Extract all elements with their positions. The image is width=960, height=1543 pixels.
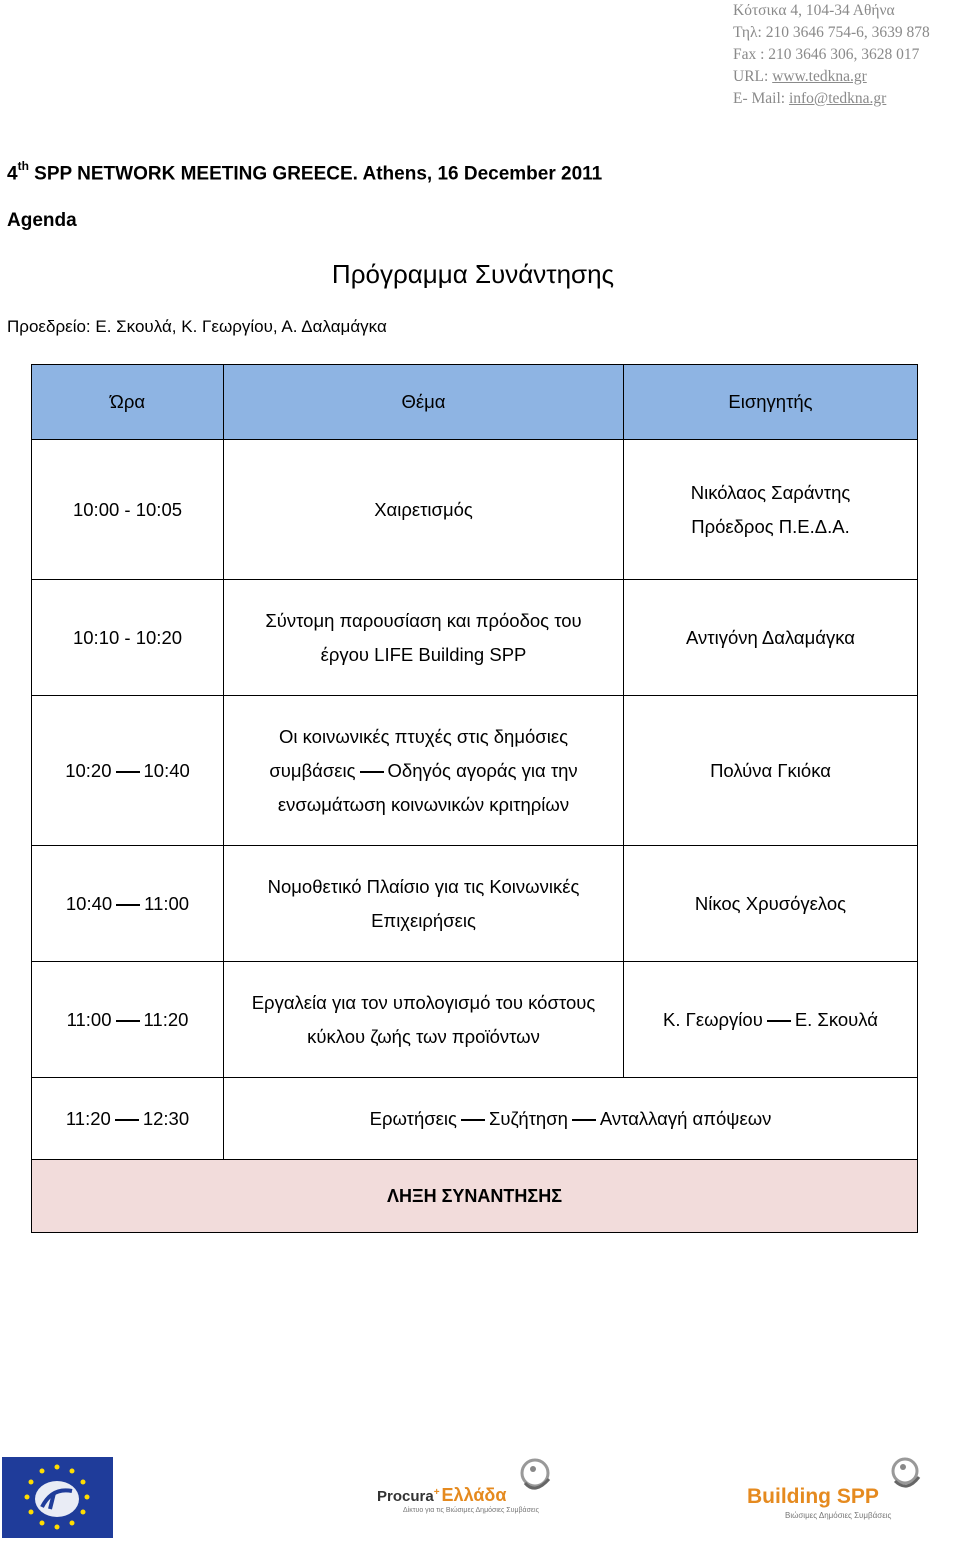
topic-cell: Χαιρετισμός [224,440,624,580]
time-cell: 10:40 11:00 [32,846,224,962]
time-cell: 10:10 - 10:20 [32,580,224,696]
procura-subtitle: Δίκτυο για τις Βιώσιμες Δημόσιες Συμβάσεις [403,1507,539,1514]
time-cell: 11:20 12:30 [32,1078,224,1160]
speaker-cell: Κ. Γεωργίου Ε. Σκουλά [624,962,918,1078]
time-cell: 11:00 11:20 [32,962,224,1078]
speaker-cell: Νίκος Χρυσόγελος [624,846,918,962]
contact-url-label: URL: [733,68,773,85]
table-row [32,846,918,962]
topic-cell: Οι κοινωνικές πτυχές στις δημόσιες συμβάσεις Οδηγός αγοράς για την ενσωμάτωση κοινωνικών κριτηρίων [224,696,624,846]
building-spp-subtitle: Βιώσιμες Δημόσιες Συμβάσεις [785,1511,892,1520]
building-spp-text: Building SPP [747,1485,879,1508]
document-title: 4th SPP NETWORK MEETING GREECE. Athens, 16 December 2011 [7,159,603,185]
contact-email-label: E- Mail: [733,90,789,107]
topic-cell: Σύντομη παρουσίαση και πρόοδος του έργου LIFE Building SPP [224,580,624,696]
speaker-cell: Πολύνα Γκιόκα [624,696,918,846]
ellada-text: Ελλάδα [441,1485,507,1505]
email-link[interactable]: info@tedkna.gr [788,90,887,107]
contact-address: Κότσικα 4, 104-34 Αθήνα [733,2,895,19]
procura-text: Procura [377,1488,434,1505]
table-row [32,696,918,846]
table-row [32,962,918,1078]
speaker-cell: Αντιγόνη Δαλαμάγκα [624,580,918,696]
procura-plus: + [433,1487,440,1498]
procura-logo [375,1455,555,1525]
contact-fax: Fax : 210 3646 306, 3628 017 [733,46,920,63]
agenda-heading: Agenda [7,210,77,231]
life-logo [2,1457,113,1538]
chair-line: Προεδρείο: Ε. Σκουλά, Κ. Γεωργίου, Α. Δαλαμάγκα [7,317,387,336]
table-row [32,1078,918,1160]
closing-cell: ΛΗΞΗ ΣΥΝΑΝΤΗΣΗΣ [32,1160,918,1233]
speaker-cell: Νικόλαος Σαράντης Πρόεδρος Π.Ε.Δ.Α. [624,440,918,580]
time-cell: 10:00 - 10:05 [32,440,224,580]
header-topic: Θέμα [224,365,624,440]
table-row [32,580,918,696]
header-speaker: Εισηγητής [624,365,918,440]
topic-cell: Εργαλεία για τον υπολογισμό του κόστους κύκλου ζωής των προϊόντων [224,962,624,1078]
contact-phone: Τηλ: 210 3646 754-6, 3639 878 [733,24,930,41]
time-cell: 10:20 10:40 [32,696,224,846]
header-time: Ώρα [32,365,224,440]
agenda-table [31,364,918,1233]
closing-row [32,1160,918,1233]
website-link[interactable]: www.tedkna.gr [772,68,867,85]
table-row [32,440,918,580]
topic-cell: Ερωτήσεις Συζήτηση Ανταλλαγή απόψεων [224,1078,918,1160]
building-spp-logo [745,1455,955,1525]
topic-cell: Νομοθετικό Πλαίσιο για τις Κοινωνικές Επιχειρήσεις [224,846,624,962]
contact-block [733,0,960,110]
table-header-row [32,365,918,440]
programme-title: Πρόγραμμα Συνάντησης [331,259,615,289]
